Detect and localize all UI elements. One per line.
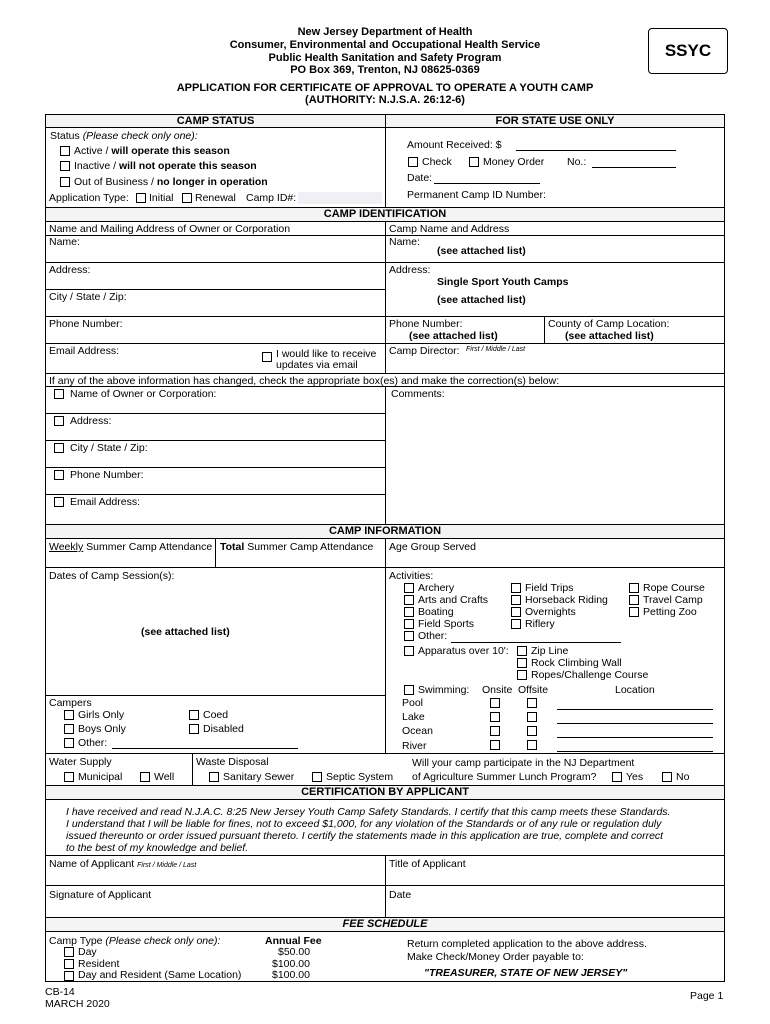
girls-checkbox[interactable] xyxy=(64,710,74,720)
sanitary-sewer-label: Sanitary Sewer xyxy=(223,771,295,783)
form-authority: (AUTHORITY: N.J.S.A. 26:12-6) xyxy=(305,94,465,106)
overnights-checkbox[interactable] xyxy=(511,607,521,617)
lunch-question-2: of Agriculture Summer Lunch Program? xyxy=(412,771,597,783)
director-hint: First / Middle / Last xyxy=(466,346,526,353)
sanitary-sewer-checkbox[interactable] xyxy=(209,772,219,782)
correct-city-label: City / State / Zip: xyxy=(70,442,148,454)
disabled-checkbox[interactable] xyxy=(189,724,199,734)
travel-camp-label: Travel Camp xyxy=(643,594,703,606)
archery-checkbox[interactable] xyxy=(404,583,414,593)
lake-offsite-checkbox[interactable] xyxy=(527,712,537,722)
camp-phone-value: (see attached list) xyxy=(409,330,498,342)
signature-date-label: Date xyxy=(389,889,412,901)
rock-wall-label: Rock Climbing Wall xyxy=(531,657,622,669)
campers-label: Campers xyxy=(49,697,92,709)
day-resident-label: Day and Resident (Same Location) xyxy=(78,969,242,981)
coed-checkbox[interactable] xyxy=(189,710,199,720)
owner-city-label: City / State / Zip: xyxy=(49,291,127,303)
frame-left xyxy=(45,114,46,981)
active-label: Active / will operate this season xyxy=(74,145,230,157)
correct-address-checkbox[interactable] xyxy=(54,416,64,426)
lunch-yes-checkbox[interactable] xyxy=(612,772,622,782)
day-resident-checkbox[interactable] xyxy=(64,971,74,981)
application-type-label: Application Type: xyxy=(49,192,129,204)
dates-label: Dates of Camp Session(s): xyxy=(49,570,175,582)
director-label: Camp Director: xyxy=(389,345,460,357)
pool-label: Pool xyxy=(402,697,424,709)
amount-received-label: Amount Received: $ xyxy=(407,139,502,151)
camp-type-label: Camp Type (Please check only one): xyxy=(49,935,221,947)
other-activity-label: Other: xyxy=(418,630,448,642)
county-label: County of Camp Location: xyxy=(548,318,670,330)
payable-instructions: Make Check/Money Order payable to: xyxy=(407,951,584,963)
camp-address-label: Address: xyxy=(389,264,431,276)
municipal-checkbox[interactable] xyxy=(64,772,74,782)
resident-checkbox[interactable] xyxy=(64,959,74,969)
certification-line-4: to the best of my knowledge and belief. xyxy=(66,842,249,854)
status-label: Status (Please check only one): xyxy=(50,130,198,142)
ropes-course-checkbox[interactable] xyxy=(517,670,527,680)
petting-zoo-checkbox[interactable] xyxy=(629,607,639,617)
money-order-label: Money Order xyxy=(483,156,545,168)
initial-checkbox[interactable] xyxy=(136,193,146,203)
river-offsite-checkbox[interactable] xyxy=(527,740,537,750)
resident-fee: $100.00 xyxy=(272,958,310,970)
river-location-field[interactable] xyxy=(557,751,713,752)
correct-owner-label: Name of Owner or Corporation: xyxy=(70,388,217,400)
return-instructions: Return completed application to the above address. xyxy=(407,938,647,950)
out-of-business-label: Out of Business / no longer in operation xyxy=(74,176,268,188)
camp-name-label: Name: xyxy=(389,236,420,248)
ocean-offsite-checkbox[interactable] xyxy=(527,726,537,736)
state-date-label: Date: xyxy=(407,172,433,184)
frame-bottom xyxy=(45,981,725,982)
apparatus-checkbox[interactable] xyxy=(404,646,414,656)
correct-owner-checkbox[interactable] xyxy=(54,389,64,399)
well-checkbox[interactable] xyxy=(140,772,150,782)
active-checkbox[interactable] xyxy=(60,146,70,156)
field-sports-label: Field Sports xyxy=(418,618,475,630)
rope-course-label: Rope Course xyxy=(643,582,705,594)
email-updates-checkbox[interactable] xyxy=(262,352,272,362)
lunch-no-label: No xyxy=(676,771,690,783)
page-number: Page 1 xyxy=(690,990,724,1002)
zip-line-checkbox[interactable] xyxy=(517,646,527,656)
owner-phone-label: Phone Number: xyxy=(49,318,123,330)
other-campers-field[interactable] xyxy=(112,748,298,749)
river-label: River xyxy=(402,740,427,752)
lunch-no-checkbox[interactable] xyxy=(662,772,672,782)
swimming-label: Swimming: xyxy=(418,684,470,696)
check-checkbox[interactable] xyxy=(408,157,418,167)
septic-system-checkbox[interactable] xyxy=(312,772,322,782)
riflery-label: Riflery xyxy=(525,618,555,630)
owner-address-label: Address: xyxy=(49,264,91,276)
zip-line-label: Zip Line xyxy=(531,645,569,657)
pool-offsite-checkbox[interactable] xyxy=(527,698,537,708)
horseback-label: Horseback Riding xyxy=(525,594,608,606)
camp-heading: Camp Name and Address xyxy=(389,223,510,235)
location-header: Location xyxy=(615,684,655,696)
certification-line-1: I have received and read N.J.A.C. 8:25 New Jersey Youth Camp Safety Standards. I certify that this camp meets these Standards. xyxy=(66,806,671,818)
certification-heading: CERTIFICATION BY APPLICANT xyxy=(301,786,469,798)
septic-system-label: Septic System xyxy=(326,771,394,783)
renewal-label: Renewal xyxy=(195,192,236,204)
agency-service: Consumer, Environmental and Occupational Health Service xyxy=(229,39,541,51)
apparatus-label: Apparatus over 10': xyxy=(418,645,509,657)
waste-disposal-label: Waste Disposal xyxy=(196,756,269,768)
lake-label: Lake xyxy=(402,711,425,723)
boating-label: Boating xyxy=(418,606,454,618)
changed-instructions: If any of the above information has changed, check the appropriate box(es) and make the correction(s) below: xyxy=(49,375,560,387)
girls-label: Girls Only xyxy=(78,709,125,721)
arts-label: Arts and Crafts xyxy=(418,594,489,606)
applicant-name-label: Name of Applicant First / Middle / Last xyxy=(49,858,197,870)
certification-line-3: issued thereunto or order issued pursuant thereto. I certify the statements made in this application are true, complete and correct xyxy=(66,830,664,842)
county-value: (see attached list) xyxy=(565,330,654,342)
signature-label: Signature of Applicant xyxy=(49,889,152,901)
boys-checkbox[interactable] xyxy=(64,724,74,734)
ocean-location-field[interactable] xyxy=(557,737,713,738)
total-attendance-label: Total Summer Camp Attendance xyxy=(220,541,374,553)
applicant-title-label: Title of Applicant xyxy=(389,858,466,870)
comments-label: Comments: xyxy=(391,388,445,400)
owner-email-label: Email Address: xyxy=(49,345,120,357)
camp-status-heading: CAMP STATUS xyxy=(176,115,255,127)
single-sport-camps: Single Sport Youth Camps xyxy=(437,276,569,288)
onsite-header: Onsite xyxy=(482,684,513,696)
camp-address-value: (see attached list) xyxy=(437,294,526,306)
frame-right xyxy=(724,114,725,981)
renewal-checkbox[interactable] xyxy=(182,193,192,203)
dates-value: (see attached list) xyxy=(141,626,230,638)
correct-city-checkbox[interactable] xyxy=(54,443,64,453)
camp-identification-heading: CAMP IDENTIFICATION xyxy=(323,208,447,220)
river-onsite-checkbox[interactable] xyxy=(490,740,500,750)
form-code-box: SSYC xyxy=(648,28,728,74)
correct-email-label: Email Address: xyxy=(70,496,141,508)
correct-phone-label: Phone Number: xyxy=(70,469,144,481)
field-trips-label: Field Trips xyxy=(525,582,574,594)
day-fee: $50.00 xyxy=(278,946,311,958)
coed-label: Coed xyxy=(203,709,229,721)
order-number-field[interactable] xyxy=(592,167,676,168)
inactive-checkbox[interactable] xyxy=(60,161,70,171)
owner-heading: Name and Mailing Address of Owner or Corporation xyxy=(49,223,291,235)
petting-zoo-label: Petting Zoo xyxy=(643,606,697,618)
camp-phone-label: Phone Number: xyxy=(389,318,463,330)
boating-checkbox[interactable] xyxy=(404,607,414,617)
lunch-yes-label: Yes xyxy=(626,771,644,783)
pool-location-field[interactable] xyxy=(557,709,713,710)
agency-name: New Jersey Department of Health xyxy=(297,26,473,38)
state-use-heading: FOR STATE USE ONLY xyxy=(495,115,615,127)
owner-name-label: Name: xyxy=(49,236,80,248)
municipal-label: Municipal xyxy=(78,771,123,783)
camp-id-field[interactable] xyxy=(298,192,382,204)
ropes-course-label: Ropes/Challenge Course xyxy=(531,669,649,681)
email-updates-label-2: updates via email xyxy=(276,359,358,371)
form-date: MARCH 2020 xyxy=(45,998,110,1010)
archery-label: Archery xyxy=(418,582,455,594)
correct-phone-checkbox[interactable] xyxy=(54,470,64,480)
weekly-attendance-label: Weekly Summer Camp Attendance xyxy=(49,541,213,553)
correct-email-checkbox[interactable] xyxy=(54,497,64,507)
lunch-question-1: Will your camp participate in the NJ Department xyxy=(412,757,635,769)
rock-wall-checkbox[interactable] xyxy=(517,658,527,668)
payee-name: "TREASURER, STATE OF NEW JERSEY" xyxy=(424,967,628,979)
day-label: Day xyxy=(78,946,97,958)
lake-location-field[interactable] xyxy=(557,723,713,724)
fee-schedule-heading: FEE SCHEDULE xyxy=(342,918,428,930)
camp-information-heading: CAMP INFORMATION xyxy=(328,525,442,537)
swimming-checkbox[interactable] xyxy=(404,685,414,695)
amount-field[interactable] xyxy=(516,150,676,151)
other-campers-label: Other: xyxy=(78,737,108,749)
email-updates-label-1: I would like to receive xyxy=(276,348,377,360)
inactive-label: Inactive / will not operate this season xyxy=(74,160,257,172)
boys-label: Boys Only xyxy=(78,723,126,735)
camp-name-value: (see attached list) xyxy=(437,245,526,257)
riflery-checkbox[interactable] xyxy=(511,619,521,629)
resident-label: Resident xyxy=(78,958,120,970)
rope-course-checkbox[interactable] xyxy=(629,583,639,593)
form-number: CB-14 xyxy=(45,986,75,998)
ocean-onsite-checkbox[interactable] xyxy=(490,726,500,736)
money-order-checkbox[interactable] xyxy=(469,157,479,167)
correct-address-label: Address: xyxy=(70,415,112,427)
field-trips-checkbox[interactable] xyxy=(511,583,521,593)
ocean-label: Ocean xyxy=(402,725,433,737)
water-supply-label: Water Supply xyxy=(49,756,112,768)
permanent-id-label: Permanent Camp ID Number: xyxy=(407,189,546,201)
pool-onsite-checkbox[interactable] xyxy=(490,698,500,708)
travel-camp-checkbox[interactable] xyxy=(629,595,639,605)
other-activity-checkbox[interactable] xyxy=(404,631,414,641)
order-number-label: No.: xyxy=(567,156,587,168)
day-checkbox[interactable] xyxy=(64,947,74,957)
offsite-header: Offsite xyxy=(518,684,549,696)
activities-label: Activities: xyxy=(389,570,434,582)
annual-fee-heading: Annual Fee xyxy=(265,935,322,947)
field-sports-checkbox[interactable] xyxy=(404,619,414,629)
agency-address: PO Box 369, Trenton, NJ 08625-0369 xyxy=(290,64,480,76)
overnights-label: Overnights xyxy=(525,606,576,618)
certification-line-2: I understand that I will be liable for fines, not to exceed $1,000, for any violation of the Standards or of any rule or regulation duly xyxy=(66,818,662,830)
out-of-business-checkbox[interactable] xyxy=(60,177,70,187)
day-resident-fee: $100.00 xyxy=(272,969,310,981)
other-campers-checkbox[interactable] xyxy=(64,738,74,748)
initial-label: Initial xyxy=(149,192,174,204)
horseback-checkbox[interactable] xyxy=(511,595,521,605)
camp-id-label: Camp ID#: xyxy=(246,192,297,204)
age-group-label: Age Group Served xyxy=(389,541,476,553)
agency-program: Public Health Sanitation and Safety Program xyxy=(268,52,502,64)
other-activity-field[interactable] xyxy=(451,642,621,643)
lake-onsite-checkbox[interactable] xyxy=(490,712,500,722)
well-label: Well xyxy=(154,771,175,783)
arts-checkbox[interactable] xyxy=(404,595,414,605)
check-label: Check xyxy=(422,156,452,168)
state-date-field[interactable] xyxy=(434,183,540,184)
form-title: APPLICATION FOR CERTIFICATE OF APPROVAL TO OPERATE A YOUTH CAMP xyxy=(176,82,594,94)
disabled-label: Disabled xyxy=(203,723,244,735)
